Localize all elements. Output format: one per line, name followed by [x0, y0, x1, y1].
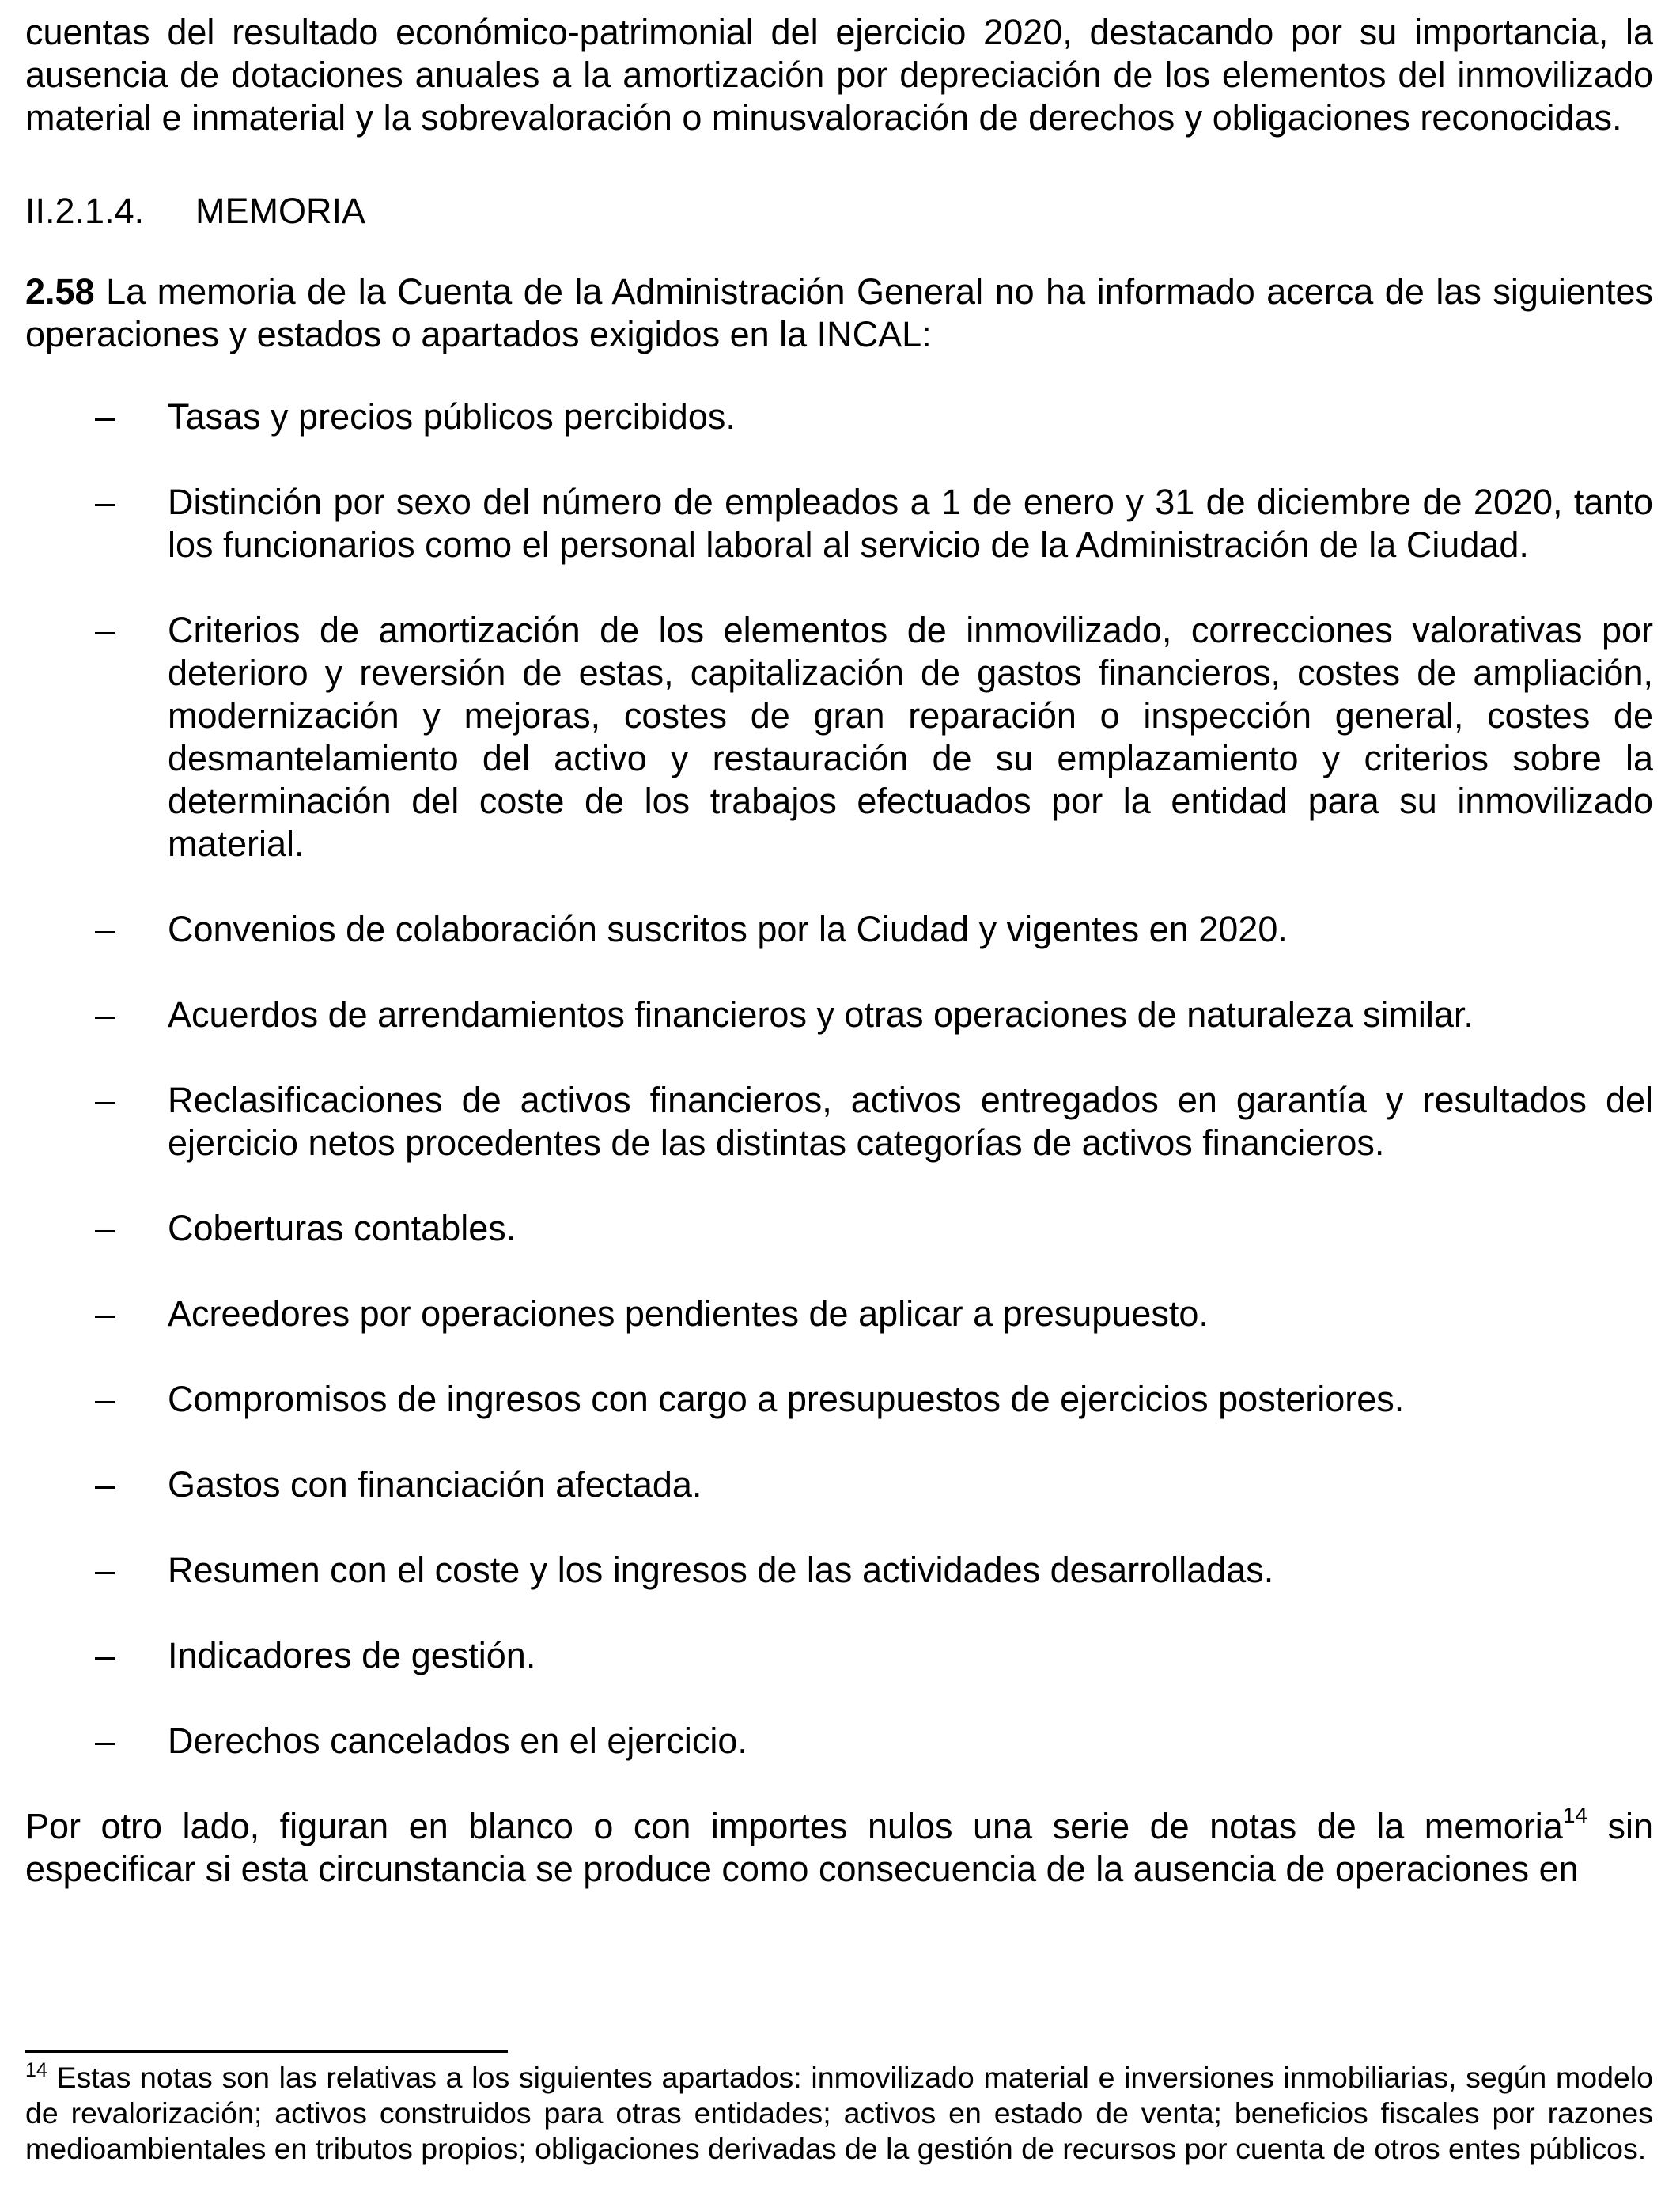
list-item — [25, 1549, 1653, 1592]
page-body — [25, 11, 1653, 1891]
dash-bullet: – — [95, 396, 115, 437]
list-item-text: Coberturas contables. — [168, 1208, 516, 1248]
paragraph-2-58 — [25, 271, 1653, 356]
list-item — [25, 1720, 1653, 1762]
list-item — [25, 1378, 1653, 1421]
dash-bullet: – — [95, 1721, 115, 1761]
paragraph-number: 2.58 — [25, 271, 95, 312]
list-item — [25, 994, 1653, 1036]
footnote-separator — [25, 2050, 508, 2053]
paragraph-text: La memoria de la Cuenta de la Administración General no ha informado acerca de las siguientes operaciones y estados o apartados exigidos en la INCAL: — [25, 271, 1653, 354]
closing-text-start: Por otro lado, figuran en blanco o con importes nulos una serie de notas de la memoria — [25, 1806, 1563, 1846]
dash-bullet: – — [95, 909, 115, 949]
list-item — [25, 609, 1653, 865]
dash-bullet: – — [95, 482, 115, 522]
dash-bullet: – — [95, 1293, 115, 1334]
list-item-text: Tasas y precios públicos percibidos. — [168, 396, 736, 437]
list-item — [25, 481, 1653, 566]
list-item-text: Resumen con el coste y los ingresos de las actividades desarrolladas. — [168, 1550, 1274, 1590]
list-item-text: Indicadores de gestión. — [168, 1635, 536, 1675]
dash-bullet: – — [95, 1080, 115, 1120]
list-item-text: Reclasificaciones de activos financieros, activos entregados en garantía y resultados del ejercicio netos procedentes de las distintas categorías de activos financieros. — [168, 1080, 1653, 1163]
dash-bullet: – — [95, 1635, 115, 1675]
dash-bullet: – — [95, 1379, 115, 1419]
list-item-text: Acuerdos de arrendamientos financieros y otras operaciones de naturaleza similar. — [168, 994, 1474, 1035]
list-item — [25, 1463, 1653, 1506]
dash-bullet: – — [95, 1464, 115, 1505]
footnote-number: 14 — [25, 2059, 47, 2081]
requirements-list — [25, 396, 1653, 1762]
footnote — [25, 2060, 1653, 2167]
closing-text-end: sin especificar si esta circunstancia se produce como consecuencia de la ausencia de operaciones en — [25, 1806, 1653, 1889]
list-item-text: Convenios de colaboración suscritos por la Ciudad y vigentes en 2020. — [168, 909, 1288, 949]
footnote-reference[interactable]: 14 — [1562, 1803, 1587, 1827]
list-item — [25, 1293, 1653, 1335]
section-heading — [25, 190, 1653, 233]
section-number: II.2.1.4. — [25, 191, 145, 231]
list-item-text: Acreedores por operaciones pendientes de aplicar a presupuesto. — [168, 1293, 1209, 1334]
list-item-text: Compromisos de ingresos con cargo a presupuestos de ejercicios posteriores. — [168, 1379, 1405, 1419]
list-item — [25, 396, 1653, 438]
list-item — [25, 1207, 1653, 1250]
section-title: MEMORIA — [195, 191, 366, 231]
closing-paragraph — [25, 1805, 1653, 1891]
list-item — [25, 1634, 1653, 1677]
list-item-text: Derechos cancelados en el ejercicio. — [168, 1721, 747, 1761]
list-item — [25, 908, 1653, 951]
dash-bullet: – — [95, 994, 115, 1035]
dash-bullet: – — [95, 610, 115, 650]
list-item-text: Distinción por sexo del número de empleados a 1 de enero y 31 de diciembre de 2020, tanto los funcionarios como el personal laboral al servicio de la Administración de la Ciudad. — [168, 482, 1653, 565]
list-item-text: Criterios de amortización de los elementos de inmovilizado, correcciones valorativas por deterioro y reversión de estas, capitalización de gastos financieros, costes de ampliación, modernización y mejoras, costes de gran reparación o inspección general, costes de desmantelamiento del activo y restauración de su emplazamiento y criterios sobre la determinación del coste de los trabajos efectuados por la entidad para su inmovilizado material. — [168, 610, 1653, 864]
intro-paragraph: cuentas del resultado económico-patrimonial del ejercicio 2020, destacando por su importancia, la ausencia de dotaciones anuales a la amortización por depreciación de los elementos del inmovilizado material e inmaterial y la sobrevaloración o minusvaloración de derechos y obligaciones reconocidas. — [25, 12, 1653, 138]
footnote-text: Estas notas son las relativas a los siguientes apartados: inmovilizado material e inversiones inmobiliarias, según modelo de revalorización; activos construidos para otras entidades; activos en estado de venta; beneficios fiscales por razones medioambientales en tributos propios; obligaciones derivadas de la gestión de recursos por cuenta de otros entes públicos. — [25, 2061, 1653, 2165]
list-item — [25, 1079, 1653, 1164]
dash-bullet: – — [95, 1208, 115, 1248]
dash-bullet: – — [95, 1550, 115, 1590]
list-item-text: Gastos con financiación afectada. — [168, 1464, 702, 1505]
